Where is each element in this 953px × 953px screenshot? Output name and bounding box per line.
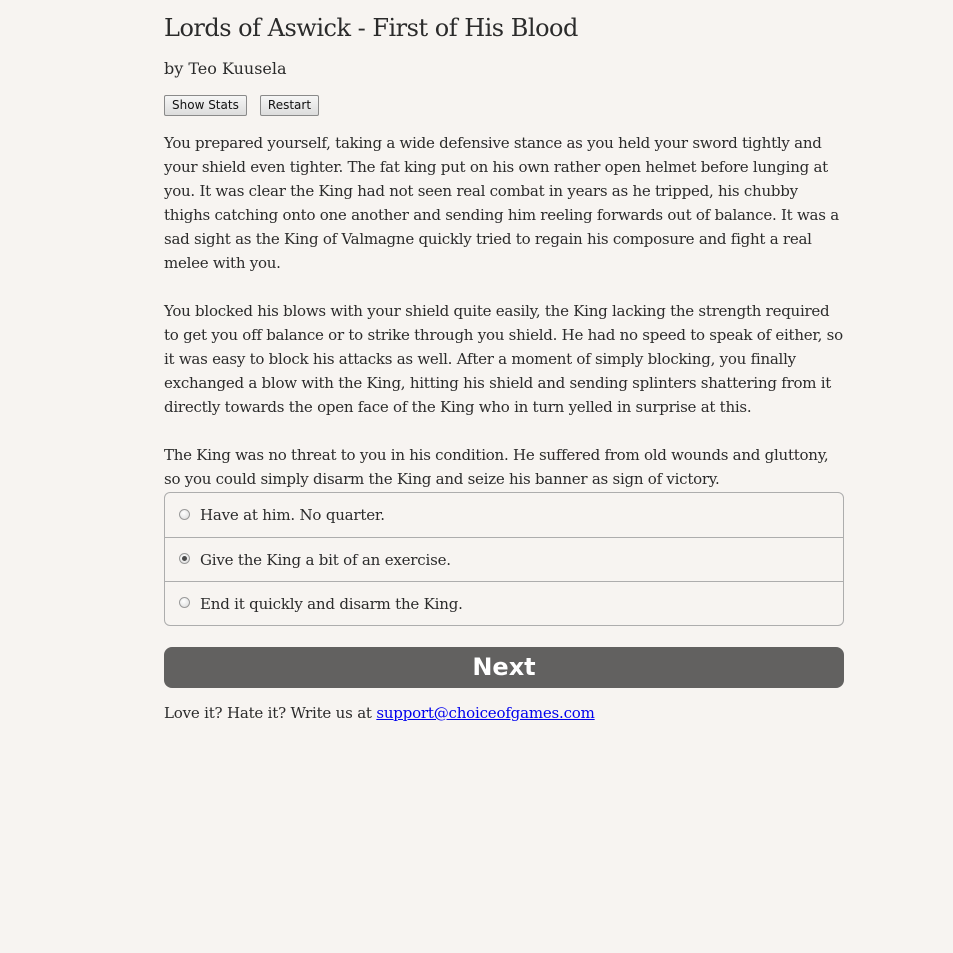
radio-button[interactable] <box>179 509 190 520</box>
story-paragraph: The King was no threat to you in his condition. He suffered from old wounds and gluttony, so you could simply disarm the King and seize his banner as sign of victory. <box>164 446 829 488</box>
toolbar <box>164 95 327 116</box>
story-paragraph: You blocked his blows with your shield quite easily, the King lacking the strength required to get you off balance or to strike through you shield. He had no speed to speak of either, so it was easy to block his attacks as well. After a moment of simply blocking, you finally exchanged a blow with the King, hitting his shield and sending splinters shattering from it directly towards the open face of the King who in turn yelled in surprise at this. <box>164 302 843 416</box>
show-stats-button[interactable]: Show Stats <box>164 95 247 116</box>
next-button[interactable]: Next <box>164 647 844 688</box>
choice-option-no-quarter[interactable] <box>165 493 843 537</box>
radio-button[interactable] <box>179 553 190 564</box>
game-title: Lords of Aswick - First of His Blood <box>164 14 578 42</box>
story-paragraph: You prepared yourself, taking a wide defensive stance as you held your sword tightly and your shield even tighter. The fat king put on his own rather open helmet before lunging at you. It was clear the King had not seen real combat in years as he tripped, his chubby thighs catching onto one another and sending him reeling forwards out of balance. It was a sad sight as the King of Valmagne quickly tried to regain his composure and fight a real melee with you. <box>164 134 839 272</box>
feedback-footer <box>164 702 595 724</box>
choice-option-disarm[interactable] <box>165 581 843 625</box>
choice-list <box>164 492 844 626</box>
author-byline: by Teo Kuusela <box>164 59 287 78</box>
choice-label: End it quickly and disarm the King. <box>200 594 463 613</box>
restart-button[interactable]: Restart <box>260 95 319 116</box>
choice-option-exercise[interactable] <box>165 537 843 581</box>
choice-label: Have at him. No quarter. <box>200 506 385 524</box>
radio-button[interactable] <box>179 597 190 608</box>
support-email-link[interactable]: support@choiceofgames.com <box>376 704 595 722</box>
footer-text: Love it? Hate it? Write us at <box>164 704 377 722</box>
choice-label: Give the King a bit of an exercise. <box>200 550 451 569</box>
story-text <box>164 131 844 515</box>
